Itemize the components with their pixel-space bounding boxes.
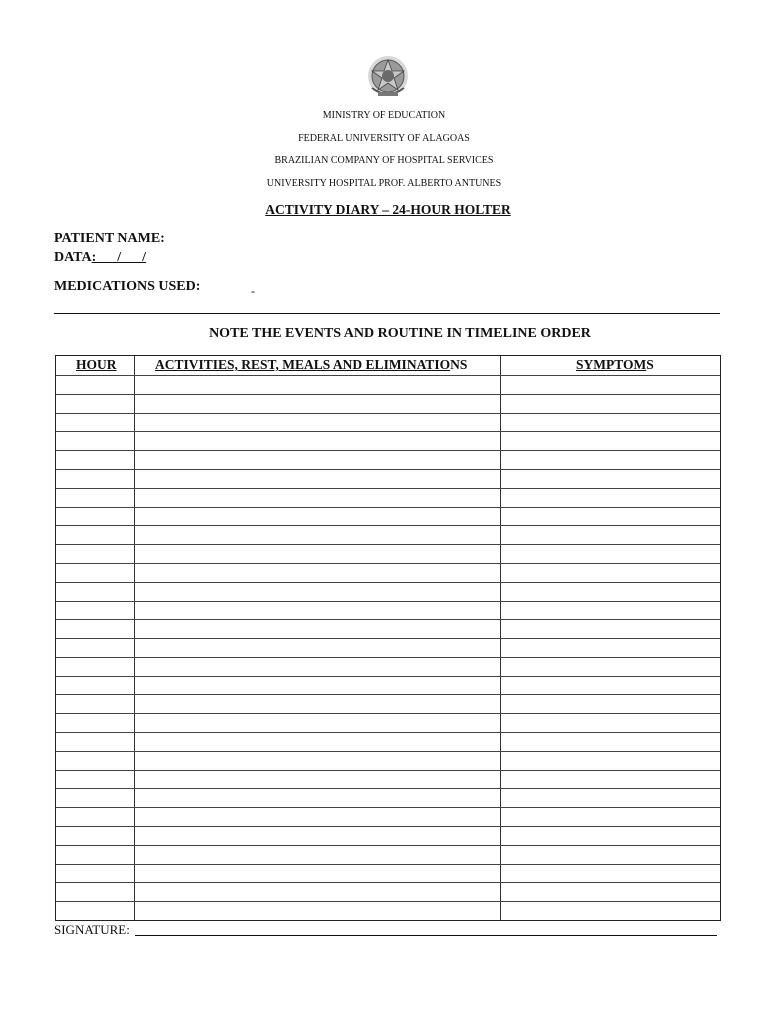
table-row-line xyxy=(56,845,720,846)
table-row-line xyxy=(56,601,720,602)
table-row-line xyxy=(56,638,720,639)
medications-mark: - xyxy=(251,284,255,298)
signature-line[interactable] xyxy=(135,935,717,936)
table-row-line xyxy=(56,507,720,508)
table-row-line xyxy=(56,901,720,902)
date-blanks: :___/___/ xyxy=(91,250,147,265)
column-header-hour: HOUR xyxy=(76,357,117,372)
university-heading: FEDERAL UNIVERSITY OF ALAGOAS xyxy=(298,133,470,144)
table-row-line xyxy=(56,544,720,545)
ministry-heading: MINISTRY OF EDUCATION xyxy=(322,110,446,121)
column-header-activities: ACTIVITIES, REST, MEALS AND ELIMINATIONS xyxy=(155,357,468,372)
document-title: ACTIVITY DIARY – 24-HOUR HOLTER xyxy=(265,202,511,217)
table-row-line xyxy=(56,676,720,677)
medications-label: MEDICATIONS USED: xyxy=(54,279,201,294)
table-row-line xyxy=(56,694,720,695)
table-row-line xyxy=(56,826,720,827)
table-row-line xyxy=(56,882,720,883)
table-row-line xyxy=(56,713,720,714)
hospital-heading: UNIVERSITY HOSPITAL PROF. ALBERTO ANTUNES xyxy=(266,178,502,189)
table-row-line xyxy=(56,582,720,583)
table-row-line xyxy=(56,657,720,658)
table-row-line xyxy=(56,770,720,771)
table-row-line xyxy=(56,619,720,620)
date-label: DATA xyxy=(54,250,92,265)
table-row-line xyxy=(56,488,720,489)
table-row-line xyxy=(56,450,720,451)
table-row-line xyxy=(56,751,720,752)
table-row-line xyxy=(56,394,720,395)
table-row-line xyxy=(56,469,720,470)
table-row-line xyxy=(56,807,720,808)
column-header-symptoms: SYMPTOMS xyxy=(576,357,654,372)
patient-name-label: PATIENT NAME: xyxy=(54,231,165,246)
table-row-line xyxy=(56,864,720,865)
table-row-line xyxy=(56,525,720,526)
date-field xyxy=(54,250,146,266)
table-row-line xyxy=(56,563,720,564)
company-heading: BRAZILIAN COMPANY OF HOSPITAL SERVICES xyxy=(274,155,494,166)
table-row-line xyxy=(56,413,720,414)
activity-table xyxy=(55,355,721,921)
brazil-coat-of-arms-icon xyxy=(364,54,412,100)
medications-rule xyxy=(54,313,720,314)
instruction-heading: NOTE THE EVENTS AND ROUTINE IN TIMELINE ORDER xyxy=(209,326,591,341)
table-row-line xyxy=(56,732,720,733)
signature-label: SIGNATURE: xyxy=(54,922,130,937)
table-row-line xyxy=(56,431,720,432)
table-row-line xyxy=(56,375,720,376)
table-row-line xyxy=(56,788,720,789)
